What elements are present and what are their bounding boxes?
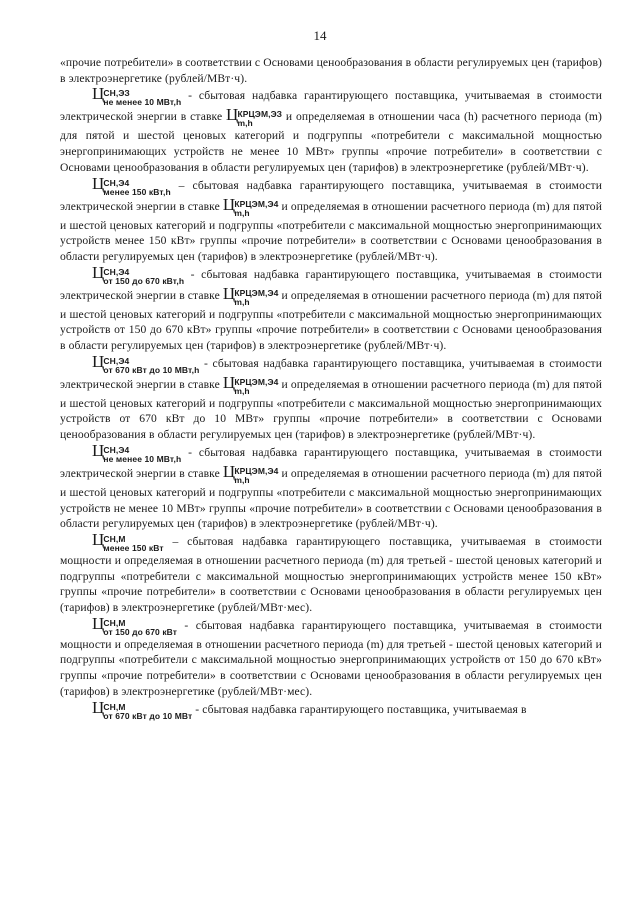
symbol-superscript: КРЦЭМ,ЭЗ [237, 109, 283, 120]
definition-paragraph [60, 351, 603, 443]
definition-text: - сбытовая надбавка гарантирующего поставщика, учитываемая в стоимости электрической энергии в ставке [60, 89, 602, 124]
symbol-base: Ц [92, 262, 105, 282]
symbol-subscript: от 670 кВт до 10 МВт,h [103, 364, 200, 375]
definition-paragraph [60, 86, 602, 175]
tariff-symbol [92, 440, 182, 464]
symbol-base: Ц [222, 461, 236, 481]
symbol-superscript: СН,М [103, 533, 126, 544]
tariff-symbol [92, 351, 200, 375]
symbol-superscript: СН,Э4 [103, 355, 130, 366]
symbol-superscript: КРЦЭМ,Э4 [234, 198, 279, 209]
symbol-indices [234, 289, 278, 307]
definition-text-continued: и определяемая в отношении расчетного периода (m) для пятой и шестой ценовых категорий и подгруппы «потребители с максимальной мощностью энергопринимающих устройств менее 150 кВт» группы «прочие потребители» в соответствии с Основами ценообразования в области регулируемых цен (тарифов) в электроэнергетике (рублей/МВт·ч). [60, 199, 603, 263]
symbol-subscript: от 150 до 670 кВт,h [103, 275, 185, 286]
symbol-base: Ц [92, 440, 105, 460]
definition-text: - сбытовая надбавка гарантирующего поставщика, учитываемая в стоимости электрической энергии в ставке [60, 445, 602, 480]
definition-paragraph [60, 262, 603, 354]
symbol-indices [234, 378, 278, 396]
rate-reference-symbol [222, 461, 279, 485]
symbol-superscript: СН,М [103, 617, 126, 628]
symbol-base: Ц [92, 529, 105, 549]
symbol-subscript: не менее 10 МВт,h [103, 453, 182, 464]
symbol-subscript: менее 150 кВт [103, 542, 164, 553]
definition-text: - сбытовая надбавка гарантирующего поставщика, учитываемая в [192, 702, 527, 716]
tariff-symbol [92, 697, 193, 721]
symbol-subscript: от 150 до 670 кВт [103, 626, 178, 637]
body-text [60, 55, 602, 721]
symbol-base: Ц [222, 283, 236, 303]
symbol-superscript: КРЦЭМ,Э4 [234, 465, 279, 476]
definition-text: – сбытовая надбавка гарантирующего поставщика, учитываемая в стоимости мощности и определяемая в отношении расчетного периода (m) для третьей - шестой ценовых категорий и подгруппы «потребители с максимальной мощностью энергопринимающих устройств менее 150 кВт» группы «прочие потребители» в соответствии с Основами ценообразования в области регулируемых цен (тарифов) в электроэнергетике (рублей/МВт·мес). [60, 534, 602, 615]
definition-text: - сбытовая надбавка гарантирующего поставщика, учитываемая в стоимости мощности и определяемая в отношении расчетного периода (m) для третьей - шестой ценовых категорий и подгруппы «потребители с максимальной мощностью энергопринимающих устройств от 150 до 670 кВт» группы «прочие потребители» в соответствии с Основами ценообразования в области регулируемых цен (тарифов) в электроэнергетике (рублей/МВт·мес). [60, 618, 602, 698]
symbol-subscript: m,h [237, 118, 253, 129]
symbol-subscript: m,h [234, 385, 250, 396]
symbol-base: Ц [92, 613, 105, 633]
symbol-subscript: от 670 кВт до 10 МВт [103, 710, 193, 721]
rate-reference-symbol [226, 105, 283, 129]
symbol-indices [103, 619, 177, 637]
symbol-base: Ц [92, 84, 105, 104]
definition-text: – сбытовая надбавка гарантирующего поставщика, учитываемая в стоимости электрической энергии в ставке [60, 178, 602, 213]
symbol-base: Ц [92, 697, 105, 717]
symbol-superscript: СН,Э4 [103, 177, 130, 188]
symbol-indices [234, 200, 278, 218]
symbol-indices [234, 467, 278, 485]
symbol-subscript: не менее 10 МВт,h [103, 97, 182, 108]
rate-reference-symbol [222, 372, 279, 396]
definition-text-continued: и определяемая в отношении часа (h) расчетного периода (m) для пятой и шестой ценовых категорий и подгруппы «потребители с максимальной мощностью энергопринимающих устройств не менее 10 МВт» группы «прочие потребители» в соответствии с Основами ценообразования в области регулируемых цен (тарифов) в электроэнергетике (рублей/МВт·ч). [60, 110, 603, 174]
tariff-symbol [92, 613, 178, 637]
definition-paragraph [60, 613, 602, 700]
tariff-symbol [92, 84, 182, 108]
definition-paragraph [60, 173, 603, 265]
symbol-superscript: СН,Э4 [103, 444, 130, 455]
symbol-superscript: СН,М [103, 701, 126, 712]
symbol-indices [103, 703, 192, 721]
tariff-symbol [92, 529, 164, 553]
symbol-superscript: КРЦЭМ,Э4 [234, 376, 279, 387]
symbol-subscript: m,h [234, 207, 250, 218]
page-number: 14 [313, 28, 327, 43]
definition-text: - сбытовая надбавка гарантирующего поставщика, учитываемая в стоимости электрической энергии в ставке [60, 267, 602, 302]
symbol-indices [103, 357, 199, 375]
symbol-indices [103, 179, 170, 197]
symbol-superscript: КРЦЭМ,Э4 [234, 287, 279, 298]
symbol-base: Ц [92, 173, 105, 193]
symbol-indices [237, 110, 282, 128]
symbol-base: Ц [222, 372, 236, 392]
definition-paragraph [60, 440, 603, 532]
symbol-indices [103, 268, 184, 286]
symbol-subscript: m,h [234, 296, 250, 307]
tariff-symbol [92, 262, 185, 286]
symbol-indices [103, 446, 181, 464]
symbol-indices [103, 89, 181, 107]
symbol-base: Ц [222, 194, 236, 214]
symbol-superscript: СН,ЭЗ [103, 88, 130, 99]
rate-reference-symbol [222, 283, 279, 307]
symbol-indices [103, 535, 163, 553]
symbol-superscript: СН,Э4 [103, 266, 130, 277]
symbol-base: Ц [226, 105, 239, 125]
definition-text: - сбытовая надбавка гарантирующего поставщика, учитываемая в стоимости электрической энергии в ставке [60, 356, 602, 391]
definition-paragraph [60, 529, 602, 616]
intro-paragraph: «прочие потребители» в соответствии с Основами ценообразования в области регулируемых цен (тарифов) в электроэнергетике (рублей/МВт·ч). [60, 56, 602, 85]
tariff-symbol [92, 173, 171, 197]
definition-text-continued: и определяемая в отношении расчетного периода (m) для пятой и шестой ценовых категорий и подгруппы «потребители с максимальной мощностью энергопринимающих устройств от 670 кВт до 10 МВт» группы «прочие потребители» в соответствии с Основами ценообразования в области регулируемых цен (тарифов) в электроэнергетике (рублей/МВт·ч). [60, 377, 603, 442]
symbol-subscript: m,h [234, 474, 250, 485]
rate-reference-symbol [222, 194, 279, 218]
symbol-base: Ц [92, 351, 105, 371]
definition-paragraph [60, 697, 602, 721]
symbol-subscript: менее 150 кВт,h [103, 186, 171, 197]
definition-text-continued: и определяемая в отношении расчетного периода (m) для пятой и шестой ценовых категорий и подгруппы «потребители с максимальной мощностью энергопринимающих устройств от 150 до 670 кВт» группы «прочие потребители» в соответствии с Основами ценообразования в области регулируемых цен (тарифов) в электроэнергетике (рублей/МВт·ч). [60, 288, 603, 353]
definition-text-continued: и определяемая в отношении расчетного периода (m) для пятой и шестой ценовых категорий и подгруппы «потребители с максимальной мощностью энергопринимающих устройств не менее 10 МВт» группы «прочие потребители» в соответствии с Основами ценообразования в области регулируемых цен (тарифов) в электроэнергетике (рублей/МВт·ч). [60, 466, 603, 531]
